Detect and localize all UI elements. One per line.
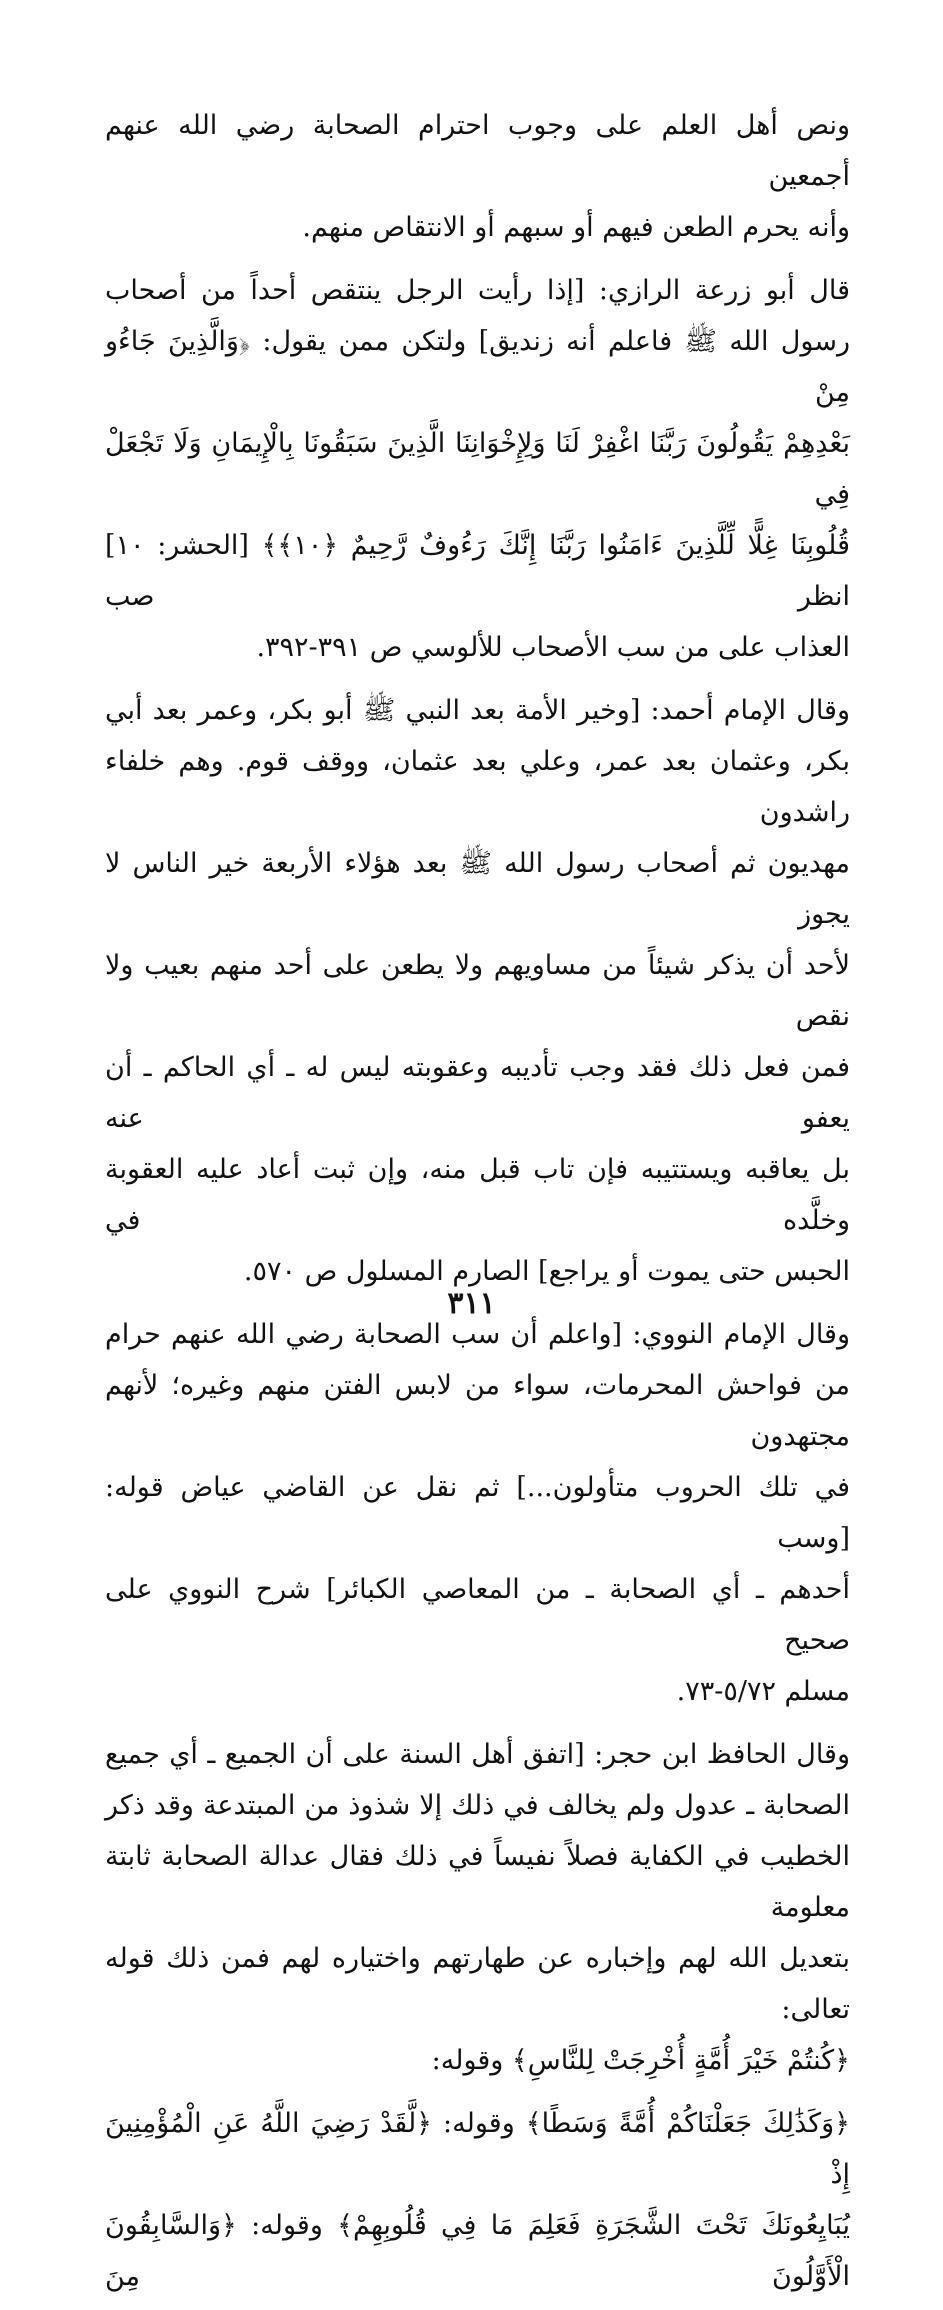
text-line: مهديون ثم أصحاب رسول الله ﷺ بعد هؤلاء الأربعة خير الناس لا يجوز [105, 848, 850, 930]
text-line: فمن فعل ذلك فقد وجب تأديبه وعقوبته ليس له ـ أي الحاكم ـ أن يعفو عنه [105, 1052, 850, 1134]
text-line: الحبس حتى يموت أو يراجع] الصارم المسلول ص ٥٧٠. [243, 1256, 850, 1287]
text-line: في تلك الحروب متأولون...] ثم نقل عن القاضي عياض قوله: [وسب [105, 1472, 850, 1554]
text-line: مسلم ٥/٧٢-٧٣. [676, 1676, 850, 1707]
text-line: الصحابة ـ عدول ولم يخالف في ذلك إلا شذوذ من المبتدعة وقد ذكر [105, 1790, 850, 1821]
text-line: ونص أهل العلم على وجوب احترام الصحابة رضي الله عنهم أجمعين [105, 110, 850, 192]
paragraph-abu-zurah [105, 265, 850, 673]
text-line: لأحد أن يذكر شيئاً من مساويهم ولا يطعن على أحد منهم بعيب ولا نقص [105, 950, 850, 1032]
text-line: وقال الإمام أحمد: [وخير الأمة بعد النبي ﷺ أبو بكر، وعمر بعد أبي [105, 695, 850, 726]
text-line: رسول الله ﷺ فاعلم أنه زنديق] ولتكن ممن يقول: ﴿وَالَّذِينَ جَاءُو مِنْ [105, 326, 850, 408]
text-line: وقال الإمام النووي: [واعلم أن سب الصحابة رضي الله عنهم حرام [105, 1319, 850, 1350]
quran-verse-line: بَعْدِهِمْ يَقُولُونَ رَبَّنَا اغْفِرْ لَنَا وَلِإِخْوَانِنَا الَّذِينَ سَبَقُونَا بِالْإِيمَانِ وَلَا تَجْعَلْ فِي [105, 428, 850, 510]
text-line: وأنه يحرم الطعن فيهم أو سبهم أو الانتقاص منهم. [302, 212, 850, 243]
text-line: الخطيب في الكفاية فصلاً نفيساً في ذلك فقال عدالة الصحابة ثابتة معلومة [105, 1841, 850, 1923]
text-line: قال أبو زرعة الرازي: [إذا رأيت الرجل ينتقص أحداً من أصحاب [105, 275, 850, 306]
quran-verse-line: ﴿كُنتُمْ خَيْرَ أُمَّةٍ أُخْرِجَتْ لِلنَّاسِ﴾ وقوله: [431, 2045, 850, 2076]
quran-verse-line: قُلُوبِنَا غِلًّا لِّلَّذِينَ ءَامَنُوا رَبَّنَا إِنَّكَ رَءُوفٌ رَّحِيمٌ ﴿١٠﴾﴾ [الحشر: ١٠] انظر صب [105, 530, 850, 612]
text-line: بكر، وعثمان بعد عمر، وعلي بعد عثمان، ووقف قوم. وهم خلفاء راشدون [105, 746, 850, 828]
text-line: بل يعاقبه ويستتيبه فإن تاب قبل منه، وإن ثبت أعاد عليه العقوبة وخلَّده في [105, 1154, 850, 1236]
text-line: وقال الحافظ ابن حجر: [اتفق أهل السنة على أن الجميع ـ أي جميع [105, 1739, 850, 1770]
paragraph-verses [105, 2098, 850, 2302]
text-line: من فواحش المحرمات، سواء من لابس الفتن منهم وغيره؛ لأنهم مجتهدون [105, 1370, 850, 1452]
text-line: أحدهم ـ أي الصحابة ـ من المعاصي الكبائر] شرح النووي على صحيح [105, 1574, 850, 1656]
paragraph-intro [105, 100, 850, 253]
quran-verse-line: ﴿وَكَذَٰلِكَ جَعَلْنَاكُمْ أُمَّةً وَسَطًا﴾ وقوله: ﴿لَّقَدْ رَضِيَ اللَّهُ عَنِ الْمُؤْمِنِينَ إِذْ [105, 2108, 850, 2190]
quran-verse-line: يُبَايِعُونَكَ تَحْتَ الشَّجَرَةِ فَعَلِمَ مَا فِي قُلُوبِهِمْ﴾ وقوله: ﴿وَالسَّابِقُونَ الْأَوَّلُونَ مِنَ [105, 2210, 850, 2292]
paragraph-imam-nawawi [105, 1309, 850, 1717]
paragraph-ibn-hajar [105, 1729, 850, 2086]
text-line: العذاب على من سب الأصحاب للألوسي ص ٣٩١-٣٩٢. [256, 632, 850, 663]
paragraph-imam-ahmad [105, 685, 850, 1297]
page-body [105, 100, 850, 2310]
page-number: ٣١١ [447, 1286, 496, 1321]
text-line: بتعديل الله لهم وإخباره عن طهارتهم واختياره لهم فمن ذلك قوله تعالى: [105, 1943, 850, 2025]
